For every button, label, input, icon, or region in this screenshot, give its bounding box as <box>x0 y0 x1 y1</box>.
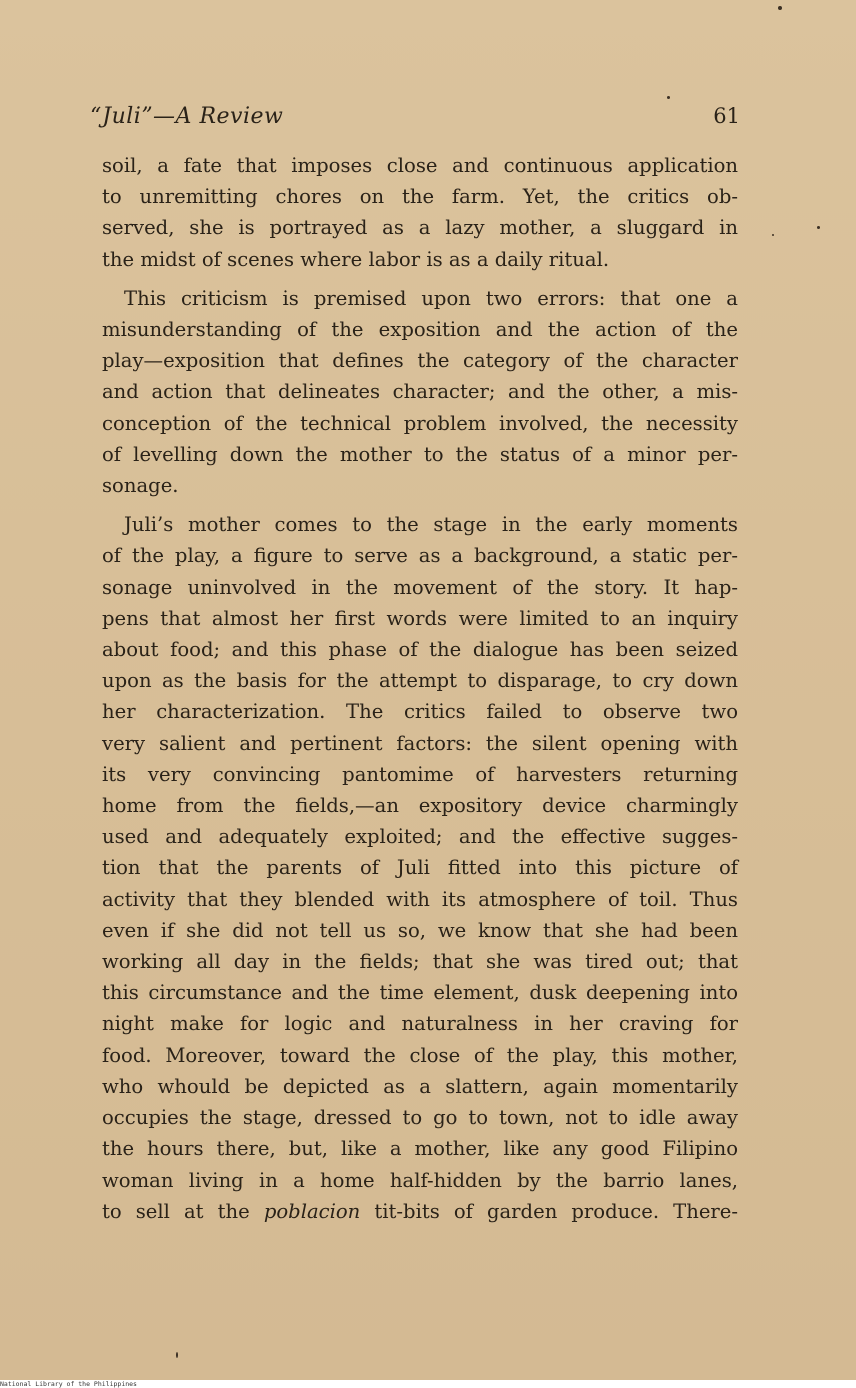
text-line-final <box>102 1196 738 1227</box>
scan-speck <box>778 6 782 10</box>
paragraph-2 <box>102 283 738 501</box>
text-line: pens that almost her first words were limited to an inquiry <box>102 606 738 630</box>
paragraph-3 <box>102 509 738 1227</box>
text-line: this circumstance and the time element, dusk deepening into <box>102 981 738 1005</box>
text-line: sonage uninvolved in the movement of the story. It hap- <box>102 575 738 599</box>
text-line: used and adequately exploited; and the effective sugges- <box>102 825 738 849</box>
text-line: conception of the technical problem involved, the necessity <box>102 411 738 435</box>
text-run: tit-bits of garden produce. There- <box>360 1199 738 1223</box>
text-line: tion that the parents of Juli fitted into this picture of <box>102 856 738 880</box>
scan-speck <box>817 226 820 229</box>
text-line: Juli’s mother comes to the stage in the early moments <box>124 513 738 537</box>
text-line: who whould be depicted as a slattern, again momentarily <box>102 1074 738 1098</box>
running-head-title: “Juli”—A Review <box>90 104 284 129</box>
running-head <box>90 104 740 138</box>
scan-speck <box>176 1352 178 1358</box>
text-line: the hours there, but, like a mother, like any good Filipino <box>102 1137 738 1161</box>
body-text <box>102 150 738 1227</box>
text-line: very salient and pertinent factors: the silent opening with <box>102 731 738 755</box>
text-line: food. Moreover, toward the close of the play, this mother, <box>102 1043 738 1067</box>
text-line: to unremitting chores on the farm. Yet, the critics ob- <box>102 185 738 209</box>
text-line: activity that they blended with its atmosphere of toil. Thus <box>102 887 738 911</box>
text-line: of the play, a figure to serve as a background, a static per- <box>102 544 738 568</box>
footer-credit: National Library of the Philippines <box>0 1380 137 1388</box>
text-line: about food; and this phase of the dialogue has been seized <box>102 638 738 662</box>
text-line: soil, a fate that imposes close and continuous application <box>102 154 738 177</box>
scan-speck <box>667 96 670 99</box>
text-line: This criticism is premised upon two errors: that one a <box>124 286 738 310</box>
scan-speck <box>772 234 774 236</box>
text-run: to sell at the <box>102 1199 264 1223</box>
text-line: woman living in a home half-hidden by the barrio lanes, <box>102 1168 738 1192</box>
text-line: play—exposition that defines the category of the character <box>102 349 738 373</box>
page-number: 61 <box>713 104 740 128</box>
text-line: served, she is portrayed as a lazy mother, a sluggard in <box>102 216 738 240</box>
text-line: and action that delineates character; and the other, a mis- <box>102 380 738 404</box>
text-line: upon as the basis for the attempt to disparage, to cry down <box>102 669 738 693</box>
text-line: the midst of scenes where labor is as a daily ritual. <box>102 247 610 271</box>
text-line: home from the fields,—an expository device charmingly <box>102 794 738 818</box>
italic-term: poblacion <box>263 1199 361 1223</box>
text-line: its very convincing pantomime of harvesters returning <box>102 762 738 786</box>
text-line: occupies the stage, dressed to go to town, not to idle away <box>102 1106 738 1130</box>
text-line: even if she did not tell us so, we know that she had been <box>102 918 738 942</box>
text-line: her characterization. The critics failed to observe two <box>102 700 738 724</box>
text-line: misunderstanding of the exposition and the action of the <box>102 318 738 342</box>
text-line: sonage. <box>102 474 179 498</box>
paragraph-1 <box>102 150 738 275</box>
text-line: working all day in the fields; that she was tired out; that <box>102 950 738 974</box>
text-line: night make for logic and naturalness in her craving for <box>102 1012 738 1036</box>
text-line: of levelling down the mother to the status of a minor per- <box>102 442 738 466</box>
